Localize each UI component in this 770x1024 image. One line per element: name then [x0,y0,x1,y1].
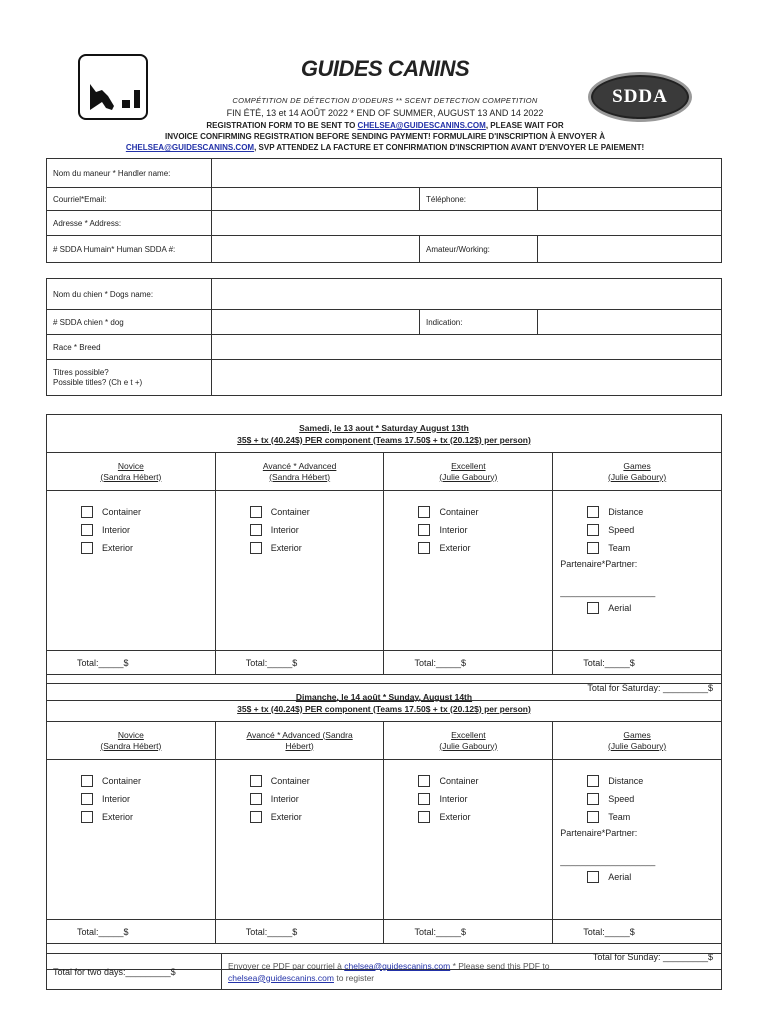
option-label: Container [439,776,479,786]
indication-field[interactable] [538,310,722,335]
sun-excellent-total[interactable]: Total:_____$ [384,920,553,944]
option-row [81,539,215,557]
option-label: Team [608,812,631,822]
option-row [250,521,384,539]
instructions-text: , PLEASE WAIT FOR [485,121,564,130]
sun-novice-total[interactable]: Total:_____$ [47,920,216,944]
sunday-price: 35$ + tx (40.24$) PER component (Teams 17.50$ + tx (20.12$) per person) [237,703,531,714]
sun-cat-excellent [384,722,553,760]
option-row [587,790,721,808]
instructions-line-2: INVOICE CONFIRMING REGISTRATION BEFORE SENDING PAYMENT! FORMULAIRE D'INSCRIPTION À ENVOYER À [165,132,605,141]
sun-games-distance-checkbox[interactable] [587,775,599,787]
sun-games-speed-checkbox[interactable] [587,793,599,805]
sun-advanced-exterior-checkbox[interactable] [250,811,262,823]
option-label: Exterior [439,812,471,822]
option-row [587,868,721,886]
judge-name: (Sandra Hébert) [269,471,331,482]
option-label: Exterior [270,812,302,822]
sun-advanced-total[interactable]: Total:_____$ [215,920,384,944]
sdda-human-label: # SDDA Humain* Human SDDA #: [47,236,212,263]
judge-name: (Sandra Hébert) [100,740,162,751]
option-label: Team [608,543,631,553]
category-name: Novice [117,729,144,740]
sun-excellent-exterior-checkbox[interactable] [418,811,430,823]
email-label: Courriel*Email: [47,188,212,211]
sat-cat-novice [47,453,216,491]
option-row [587,503,721,521]
saturday-grand-total[interactable]: Total for Saturday: _________$ [47,675,722,701]
sat-games-team-checkbox[interactable] [587,542,599,554]
option-label: Container [102,776,142,786]
sdda-dog-field[interactable] [212,310,420,335]
option-row [250,808,384,826]
sat-advanced-exterior-checkbox[interactable] [250,542,262,554]
sat-novice-container-checkbox[interactable] [81,506,93,518]
instructions-text: , SVP ATTENDEZ LA FACTURE ET CONFIRMATION D'INSCRIPTION AVANT D'ENVOYER LE PAIEMENT! [254,143,645,152]
amateur-field[interactable] [538,236,722,263]
sunday-date: Dimanche, le 14 août * Sunday, August 14th [295,691,473,702]
send-text: * Please send this PDF to [452,960,550,971]
titles-field[interactable] [212,360,722,396]
saturday-price: 35$ + tx (40.24$) PER component (Teams 17.50$ + tx (20.12$) per person) [237,434,531,445]
titles-label-en: Possible titles? (Ch e t +) [53,377,143,387]
dog-name-field[interactable] [212,279,722,310]
sun-excellent-options [384,760,553,920]
option-label: Aerial [608,872,632,882]
option-row [418,539,552,557]
option-row [587,539,721,557]
two-days-total[interactable]: Total for two days:_________$ [47,954,222,990]
option-label: Exterior [102,812,134,822]
sat-cat-games [553,453,722,491]
breed-field[interactable] [212,335,722,360]
option-row [81,521,215,539]
sun-excellent-interior-checkbox[interactable] [418,793,430,805]
option-label: Aerial [608,603,632,613]
sun-games-total[interactable]: Total:_____$ [553,920,722,944]
option-row [418,808,552,826]
option-row [250,772,384,790]
sun-novice-exterior-checkbox[interactable] [81,811,93,823]
judge-name: (Julie Gaboury) [439,740,498,751]
send-text: Envoyer ce PDF par courriel à [228,960,342,971]
option-label: Container [270,776,310,786]
sat-cat-excellent [384,453,553,491]
competition-subtitle: COMPÉTITION DE DÉTECTION D'ODEURS ** SCENT DETECTION COMPETITION [232,96,538,105]
instructions-line-3 [0,143,770,152]
option-row [418,772,552,790]
sat-advanced-interior-checkbox[interactable] [250,524,262,536]
option-label: Distance [608,507,644,517]
sat-games-options [553,491,722,651]
sun-cat-novice [47,722,216,760]
footer-email-link-2[interactable]: chelsea@guidescanins.com [228,972,334,983]
titles-label-fr: Titres possible? [53,367,109,377]
option-row [81,503,215,521]
sun-cat-games [553,722,722,760]
option-label: Container [439,507,479,517]
option-label: Interior [270,525,299,535]
saturday-heading [47,415,722,453]
category-name: Avancé * Advanced (Sandra [246,729,353,740]
sat-advanced-total[interactable]: Total:_____$ [215,651,384,675]
sun-novice-options [47,760,216,920]
address-label: Adresse * Address: [47,211,212,236]
phone-label: Téléphone: [420,188,538,211]
partner-line[interactable]: ___________________ [560,856,656,866]
footer-email-link[interactable]: chelsea@guidescanins.com [344,960,451,971]
send-instructions [222,954,722,990]
option-row [250,503,384,521]
indication-label: Indication: [420,310,538,335]
saturday-date: Samedi, le 13 aout * Saturday August 13th [299,422,469,433]
sun-advanced-interior-checkbox[interactable] [250,793,262,805]
category-name: Novice [117,460,144,471]
breed-label: Race * Breed [47,335,212,360]
sat-excellent-total[interactable]: Total:_____$ [384,651,553,675]
sat-games-total[interactable]: Total:_____$ [553,651,722,675]
saturday-table [46,414,722,701]
option-label: Exterior [439,543,471,553]
option-row [418,790,552,808]
sun-advanced-options [215,760,384,920]
option-row [418,503,552,521]
email-field[interactable] [212,188,420,211]
judge-name: Hébert) [285,740,314,751]
option-row [418,521,552,539]
sun-games-options [553,760,722,920]
option-label: Container [270,507,310,517]
judge-name: (Sandra Hébert) [100,471,162,482]
option-label: Exterior [270,543,302,553]
option-label: Container [102,507,142,517]
option-row [587,599,721,617]
category-name: Games [623,460,651,471]
handler-name-label: Nom du maneur * Handler name: [47,159,212,188]
partner-label: Partenaire*Partner: [560,559,638,569]
partner-label: Partenaire*Partner: [560,828,638,838]
sunday-grand-total[interactable]: Total for Sunday: _________$ [47,944,722,970]
sdda-dog-label: # SDDA chien * dog [47,310,212,335]
instructions-line-1 [0,121,770,130]
sun-excellent-container-checkbox[interactable] [418,775,430,787]
dog-name-label: Nom du chien * Dogs name: [47,279,212,310]
competition-dates: FIN ÉTÉ, 13 et 14 AOÛT 2022 * END OF SUMMER, AUGUST 13 AND 14 2022 [226,108,544,118]
handler-info-table [46,158,722,263]
option-label: Interior [439,525,468,535]
sat-advanced-options [215,491,384,651]
chelsea-email-link[interactable]: CHELSEA@GUIDESCANINS.COM [357,121,486,130]
option-row [81,808,215,826]
sat-games-aerial-checkbox[interactable] [587,602,599,614]
titles-label [47,360,212,396]
option-label: Speed [608,794,635,804]
handler-name-field[interactable] [212,159,722,188]
amateur-label: Amateur/Working: [420,236,538,263]
sdda-logo-text: SDDA [612,86,668,107]
sun-novice-interior-checkbox[interactable] [81,793,93,805]
category-name: Avancé * Advanced [262,460,337,471]
phone-field[interactable] [538,188,722,211]
chelsea-email-link-2[interactable]: CHELSEA@GUIDESCANINS.COM [125,143,255,152]
footer-table [46,953,722,990]
option-row [81,790,215,808]
option-row [587,808,721,826]
dog-info-table [46,278,722,396]
option-label: Speed [608,525,635,535]
option-label: Interior [102,794,131,804]
sat-novice-total[interactable]: Total:_____$ [47,651,216,675]
sat-advanced-container-checkbox[interactable] [250,506,262,518]
category-name: Games [623,729,651,740]
send-text: to register [336,972,375,983]
sat-excellent-interior-checkbox[interactable] [418,524,430,536]
category-name: Excellent [451,460,486,471]
sat-excellent-exterior-checkbox[interactable] [418,542,430,554]
sun-games-aerial-checkbox[interactable] [587,871,599,883]
sunday-table [46,683,722,970]
option-label: Interior [270,794,299,804]
option-label: Distance [608,776,644,786]
sun-novice-container-checkbox[interactable] [81,775,93,787]
sat-games-speed-checkbox[interactable] [587,524,599,536]
sun-cat-advanced [215,722,384,760]
option-label: Interior [439,794,468,804]
sat-excellent-options [384,491,553,651]
partner-line[interactable]: ___________________ [560,587,656,597]
sat-cat-advanced [215,453,384,491]
sat-novice-options [47,491,216,651]
sat-novice-interior-checkbox[interactable] [81,524,93,536]
category-name: Excellent [451,729,486,740]
sun-games-team-checkbox[interactable] [587,811,599,823]
option-label: Exterior [102,543,134,553]
address-field[interactable] [212,211,722,236]
sunday-heading [47,684,722,722]
judge-name: (Julie Gaboury) [439,471,498,482]
judge-name: (Julie Gaboury) [608,471,667,482]
option-row [250,539,384,557]
sun-advanced-container-checkbox[interactable] [250,775,262,787]
option-row [587,772,721,790]
sdda-human-field[interactable] [212,236,420,263]
option-row [81,772,215,790]
sat-games-distance-checkbox[interactable] [587,506,599,518]
page-title: GUIDES CANINS [300,56,470,81]
option-label: Interior [102,525,131,535]
option-row [250,790,384,808]
judge-name: (Julie Gaboury) [608,740,667,751]
sdda-logo [588,72,692,122]
option-row [587,521,721,539]
sat-excellent-container-checkbox[interactable] [418,506,430,518]
instructions-text: REGISTRATION FORM TO BE SENT TO [206,121,356,130]
sat-novice-exterior-checkbox[interactable] [81,542,93,554]
